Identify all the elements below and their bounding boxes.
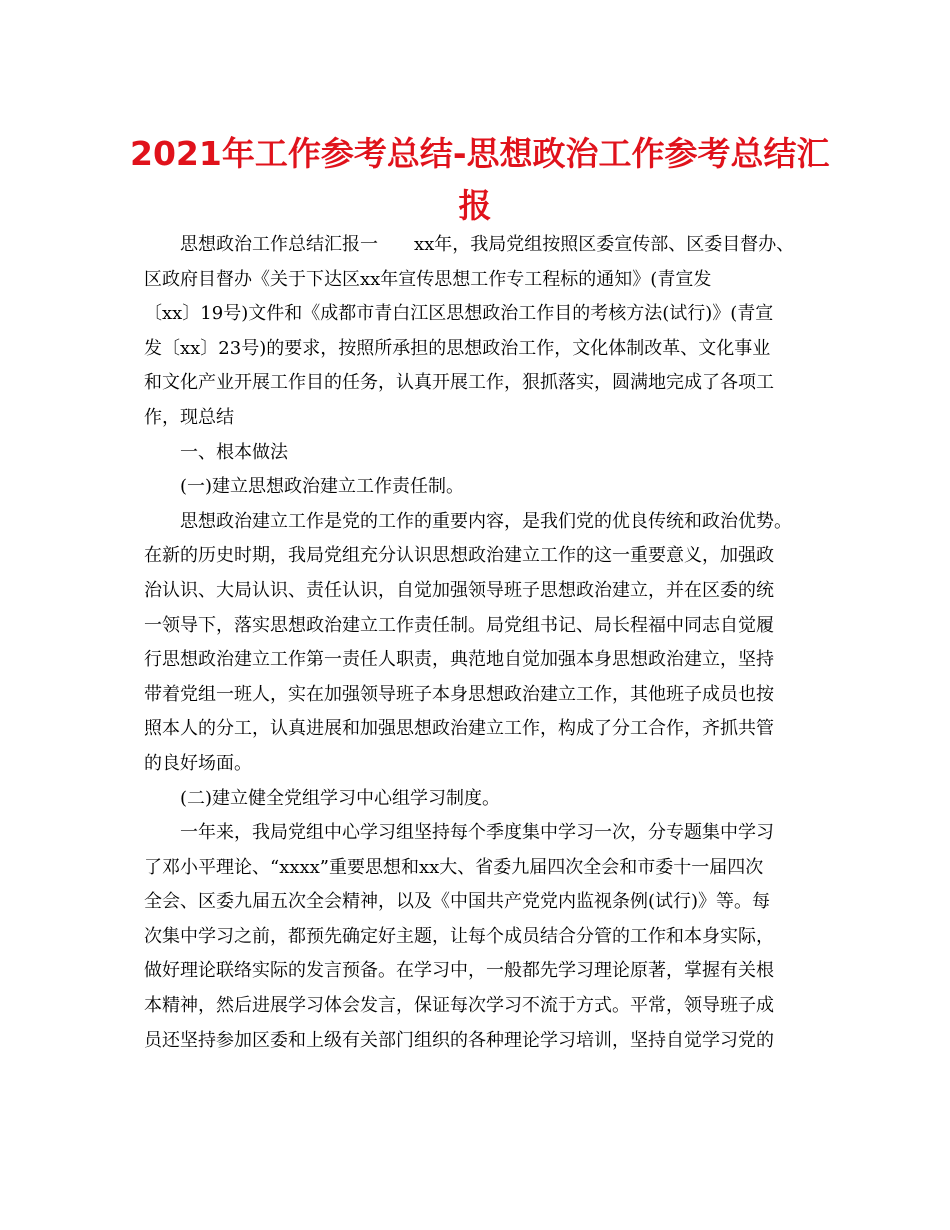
text-line: 治认识、大局认识、责任认识，自觉加强领导班子思想政治建立，并在区委的统	[144, 579, 774, 601]
text-line: 在新的历史时期，我局党组充分认识思想政治建立工作的这一重要意义，加强政	[144, 545, 774, 567]
text-line: 〔xx〕19号)文件和《成都市青白江区思想政治工作目的考核方法(试行)》(青宣	[144, 303, 774, 325]
text-line: 区政府目督办《关于下达区xx年宣传思想工作专工程标的通知》(青宣发	[144, 268, 712, 290]
title-line: 2021年工作参考总结-思想政治工作参考总结汇	[130, 134, 830, 173]
subsection-heading	[144, 470, 809, 505]
text-line: 行思想政治建立工作第一责任人职责，典范地自觉加强本身思想政治建立，坚持	[144, 649, 774, 671]
text-line: 一领导下，落实思想政治建立工作责任制。局党组书记、局长程福中同志自觉履	[144, 614, 774, 636]
text-line: 照本人的分工，认真进展和加强思想政治建立工作，构成了分工合作，齐抓共管	[144, 718, 774, 740]
document-body	[144, 228, 809, 1058]
document-title	[130, 128, 830, 232]
text-line: 思想政治工作总结汇报一 xx年，我局党组按照区委宣传部、区委目督办、	[180, 234, 795, 255]
text-line: 一年来，我局党组中心学习组坚持每个季度集中学习一次，分专题集中学习	[180, 822, 774, 844]
text-line: 发〔xx〕23号)的要求，按照所承担的思想政治工作，文化体制改革、文化事业	[144, 337, 771, 359]
text-line: 员还坚持参加区委和上级有关部门组织的各种理论学习培训，坚持自觉学习党的	[144, 1029, 774, 1051]
text-line: (二)建立健全党组学习中心组学习制度。	[180, 787, 501, 809]
text-line: 和文化产业开展工作目的任务，认真开展工作，狠抓落实，圆满地完成了各项工	[144, 372, 774, 394]
text-line: 本精神，然后进展学习体会发言，保证每次学习不流于方式。平常，领导班子成	[144, 995, 774, 1017]
paragraph-responsibility	[144, 505, 809, 782]
text-line: 了邓小平理论、“xxxx”重要思想和xx大、省委九届四次全会和市委十一届四次	[144, 856, 764, 878]
title-line: 报	[458, 186, 492, 225]
text-line: 的良好场面。	[144, 752, 252, 774]
text-line: 带着党组一班人，实在加强领导班子本身思想政治建立工作，其他班子成员也按	[144, 683, 774, 705]
text-line: 一、根本做法	[180, 441, 288, 463]
text-line: 思想政治建立工作是党的工作的重要内容，是我们党的优良传统和政治优势。	[180, 510, 792, 532]
text-line: 做好理论联络实际的发言预备。在学习中，一般都先学习理论原著，掌握有关根	[144, 960, 774, 982]
paragraph-intro	[144, 228, 809, 436]
subsection-heading	[144, 782, 809, 817]
text-line: (一)建立思想政治建立工作责任制。	[180, 476, 465, 498]
paragraph-study	[144, 816, 809, 1058]
text-line: 作，现总结	[144, 406, 234, 428]
text-line: 次集中学习之前，都预先确定好主题，让每个成员结合分管的工作和本身实际，	[144, 925, 774, 947]
text-line: 全会、区委九届五次全会精神，以及《中国共产党党内监视条例(试行)》等。每	[144, 891, 771, 913]
section-heading	[144, 436, 809, 471]
